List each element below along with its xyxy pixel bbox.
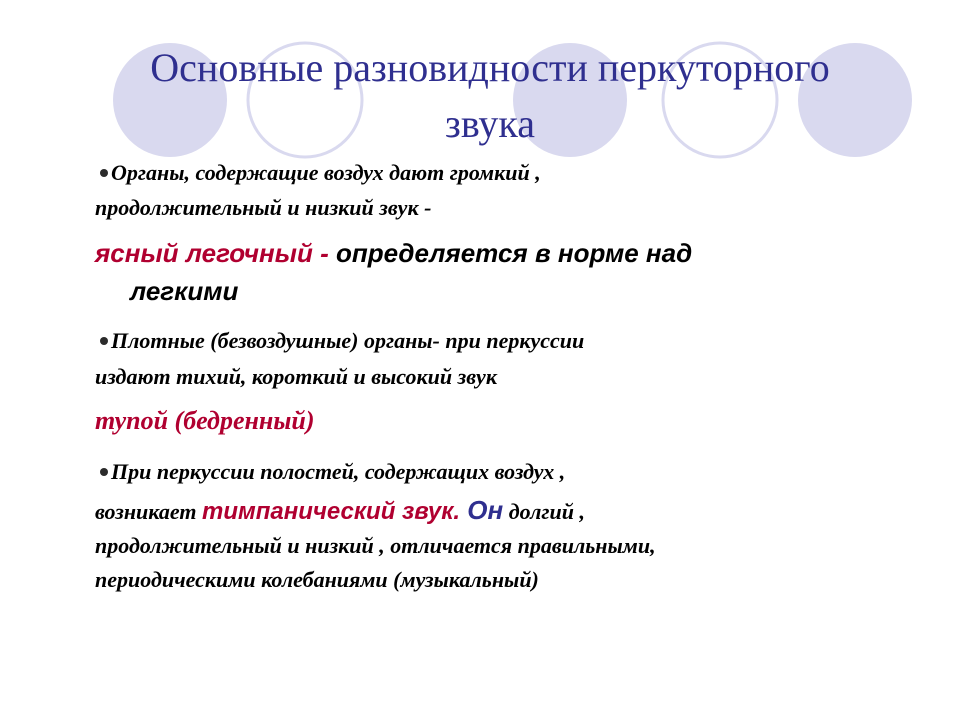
term-1-dash: - bbox=[312, 238, 336, 268]
term-1-line-2: легкими bbox=[130, 276, 239, 306]
bullet-3-line-3: продолжительный и низкий , отличается правильными, bbox=[95, 533, 656, 558]
term-1-highlight: ясный легочный bbox=[95, 238, 313, 268]
tympanic-term: тимпанический звук. bbox=[201, 498, 461, 525]
term-2: тупой (бедренный) bbox=[95, 406, 315, 435]
term-1-line-1 bbox=[95, 238, 692, 269]
bullet-1-line-1: Органы, содержащие воздух дают громкий , bbox=[100, 160, 541, 186]
title-line-2: звука bbox=[445, 101, 535, 146]
bullet-dot-icon bbox=[100, 169, 108, 177]
bullet-dot-icon bbox=[100, 468, 108, 476]
bullet-1-line-2: продолжительный и низкий звук - bbox=[95, 195, 432, 220]
bullet-2-line-2: издают тихий, короткий и высокий звук bbox=[95, 364, 497, 389]
bullet-dot-icon bbox=[100, 337, 108, 345]
bullet-3-line-1: При перкуссии полостей, содержащих воздух , bbox=[100, 459, 565, 485]
pronoun-on: Он bbox=[460, 495, 504, 525]
bullet-3-line-4: периодическими колебаниями (музыкальный) bbox=[95, 567, 539, 592]
title-line-1: Основные разновидности перкуторного bbox=[150, 45, 830, 90]
term-1-rest: определяется в норме над bbox=[335, 238, 693, 268]
bullet-2-line-1: Плотные (безвоздушные) органы- при перкуссии bbox=[100, 328, 584, 354]
bullet-3-line-2: возникает тимпанический звук. Он долгий , bbox=[95, 495, 585, 525]
